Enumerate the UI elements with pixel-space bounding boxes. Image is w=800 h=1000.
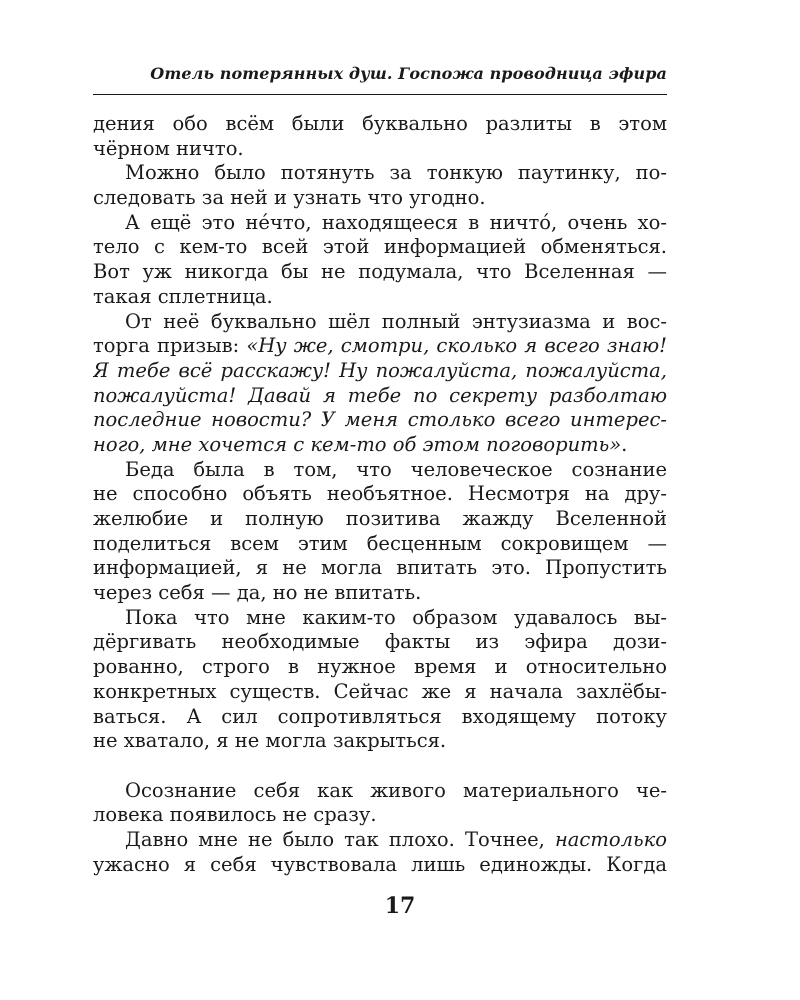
text-line: через себя — да, но не впитать. (93, 581, 422, 605)
italic-text: ного, мне хочется с кем-то об этом поговорить» (93, 432, 622, 456)
text-line: ваться. А сил сопротивляться входящему потоку (93, 704, 667, 728)
italic-text: Я тебе всё расскажу! Ну пожалуйста, пожалуйста, (93, 358, 667, 382)
text-line (93, 334, 667, 359)
body-text (93, 112, 667, 877)
text-segment: торга призыв: (93, 334, 247, 358)
text-line (93, 359, 667, 384)
text-line: не способно объять необъятное. Несмотря на дру- (93, 482, 667, 506)
text-line: Пока что мне каким-то образом удавалось вы- (125, 605, 667, 629)
text-line: рованно, строго в нужное время и относительно (93, 655, 667, 679)
text-line: ужасно я себя чувствовала лишь единожды. Когда (93, 852, 667, 876)
text-line: желюбие и полную позитива жажду Вселенной (93, 507, 667, 530)
text-line: Вот уж никогда бы не подумала, что Вселенная — (93, 260, 667, 284)
text-line (93, 408, 667, 433)
page-number: 17 (384, 893, 416, 919)
italic-text: последние новости? У меня столько всего интерес- (93, 408, 667, 432)
italic-text: «Ну же, смотри, сколько я всего знаю! (246, 334, 667, 358)
text-line (93, 310, 667, 335)
text-line: дения обо всём были буквально разлиты в этом (93, 112, 667, 135)
text-line: поделиться всем этим бесценным сокровищем — (93, 531, 667, 555)
header-rule (93, 94, 667, 95)
italic-text: настолько (554, 827, 667, 851)
running-head: Отель потерянных душ. Госпожа проводница эфира (150, 64, 667, 83)
text-segment: От неё буквально шёл полный энтузиазма и вос- (125, 309, 667, 333)
blank-line (93, 754, 667, 779)
text-line: конкретных существ. Сейчас же я начала захлёбы- (93, 679, 667, 703)
text-line (93, 828, 667, 853)
text-line: информацией, я не могла впитать это. Пропустить (93, 556, 667, 580)
text-line: чёрном ничто. (93, 136, 244, 160)
text-line: ловека появилось не сразу. (93, 803, 377, 827)
text-line: следовать за ней и узнать что угодно. (93, 186, 486, 210)
text-line: дёргивать необходимые факты из эфира дози- (93, 630, 667, 654)
text-line: не хватало, я не могла закрыться. (93, 729, 447, 753)
text-segment: Давно мне не было так плохо. Точнее, (125, 827, 555, 851)
text-line (93, 384, 667, 409)
text-line: такая сплетница. (93, 284, 273, 308)
text-line (93, 433, 667, 458)
text-line: Можно было потянуть за тонкую паутинку, по- (125, 161, 667, 185)
text-line: А ещё это нéчто, находящееся в ничтó, очень хо- (125, 210, 667, 234)
text-line: Беда была в том, что человеческое сознание (125, 457, 667, 481)
text-segment: . (621, 432, 628, 456)
italic-text: пожалуйста! Давай я тебе по секрету разболтаю (93, 383, 667, 407)
text-line: Осознание себя как живого материального че- (125, 778, 667, 802)
text-line: тело с кем-то всей этой информацией обменяться. (93, 235, 667, 259)
